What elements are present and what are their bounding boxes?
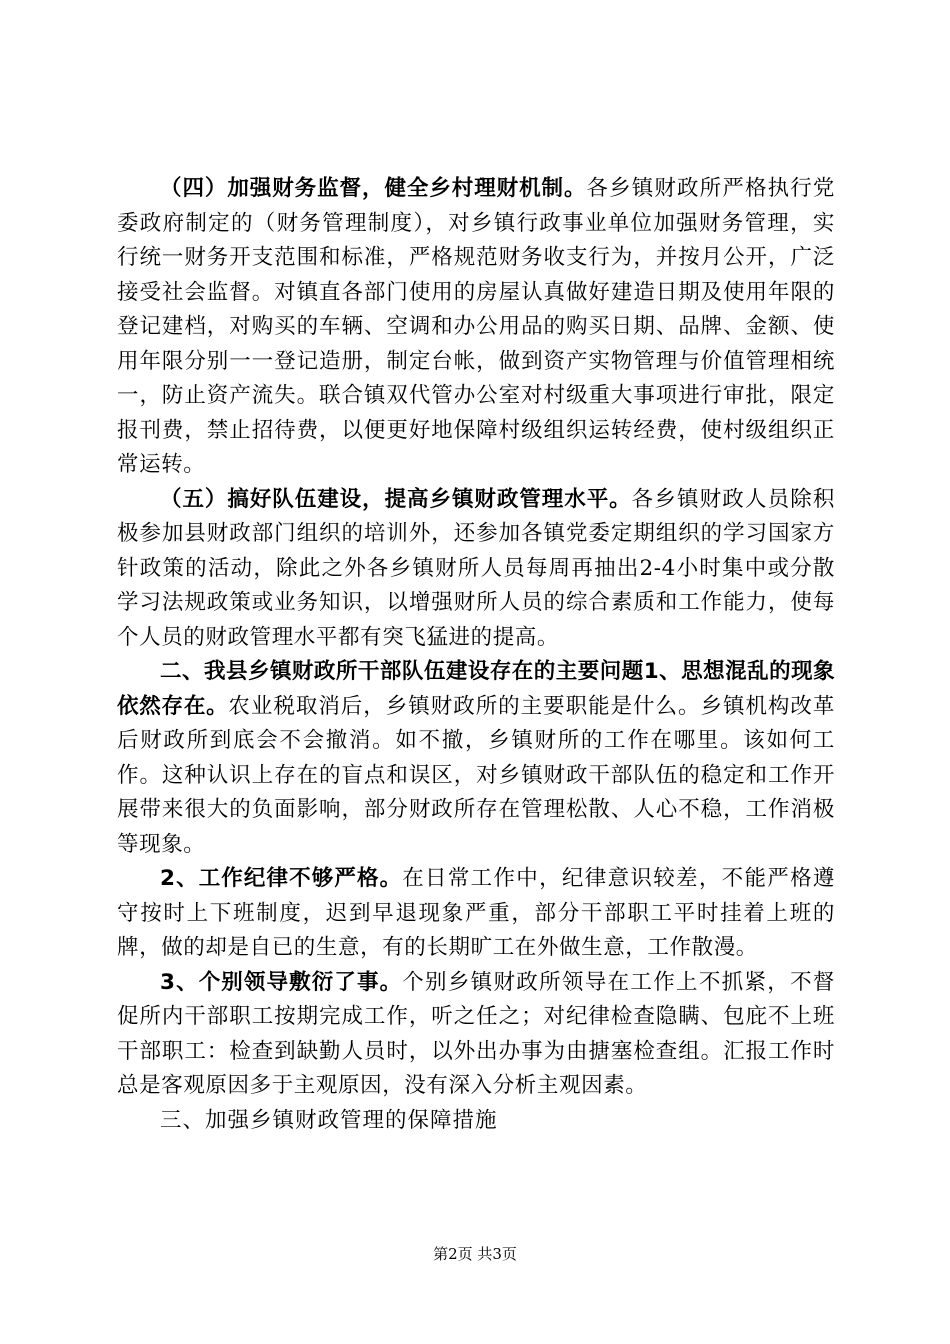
- section-title: 三、加强乡镇财政管理的保障措施: [160, 1107, 498, 1133]
- paragraph-discipline: [117, 862, 835, 966]
- paragraph-heading: 2、工作纪律不够严格。: [160, 866, 403, 891]
- paragraph-text: 各乡镇财政人员除积极参加县财政部门组织的培训外，还参加各镇党委定期组织的学习国家方针政策的活动，除此之外各乡镇财所人员每周再抽出2-4小时集中或分散学习法规政策或业务知识，以增强财所人员的综合素质和工作能力，使每个人员的财政管理水平都有突飞猛进的提高。: [117, 486, 835, 650]
- paragraph-text: 农业税取消后，乡镇财政所的主要职能是什么。乡镇机构改革后财政所到底会不会撤消。如不撤，乡镇财所的工作在哪里。该如何工作。这种认识上存在的盲点和误区，对乡镇财政干部队伍的稳定和工作开展带来很大的负面影响，部分财政所存在管理松散、人心不稳，工作消极等现象。: [117, 693, 835, 857]
- paragraph-text: 各乡镇财政所严格执行党委政府制定的（财务管理制度），对乡镇行政事业单位加强财务管理，实行统一财务开支范围和标准，严格规范财务收支行为，并按月公开，广泛接受社会监督。对镇直各部门使用的房屋认真做好建造日期及使用年限的登记建档，对购买的车辆、空调和办公用品的购买日期、品牌、金额、使用年限分别一一登记造册，制定台帐，做到资产实物管理与价值管理相统一，防止资产流失。联合镇双代管办公室对村级重大事项进行审批，限定报刊费，禁止招待费，以便更好地保障村级组织运转经费，使村级组织正常运转。: [117, 176, 835, 477]
- paragraph-4: [117, 172, 835, 483]
- paragraph-5: [117, 483, 835, 656]
- paragraph-heading: 二、我县乡镇财政所干部队伍建设存在的主要问题1、思想混乱的现象依然存在。: [117, 659, 835, 719]
- paragraph-leaders: [117, 966, 835, 1104]
- paragraph-heading: （五）搞好队伍建设，提高乡镇财政管理水平。: [160, 486, 632, 512]
- document-body: [117, 172, 835, 1138]
- paragraph-text: 在日常工作中，纪律意识较差，不能严格遵守按时上下班制度，迟到早退现象严重，部分干部职工平时挂着上班的牌，做的却是自已的生意，有的长期旷工在外做生意，工作散漫。: [117, 866, 835, 960]
- paragraph-heading: （四）加强财务监督，健全乡村理财机制。: [160, 176, 587, 201]
- paragraph-problems: [117, 655, 835, 862]
- paragraph-heading: 3、个别领导敷衍了事。: [160, 969, 403, 995]
- page-number: 第2页 共3页: [433, 1245, 517, 1263]
- paragraph-text: 个别乡镇财政所领导在工作上不抓紧，不督促所内干部职工按期完成工作，听之任之；对纪律检查隐瞒、包庇不上班干部职工：检查到缺勤人员时，以外出办事为由搪塞检查组。汇报工作时总是客观原因多于主观原因，没有深入分析主观因素。: [117, 969, 835, 1098]
